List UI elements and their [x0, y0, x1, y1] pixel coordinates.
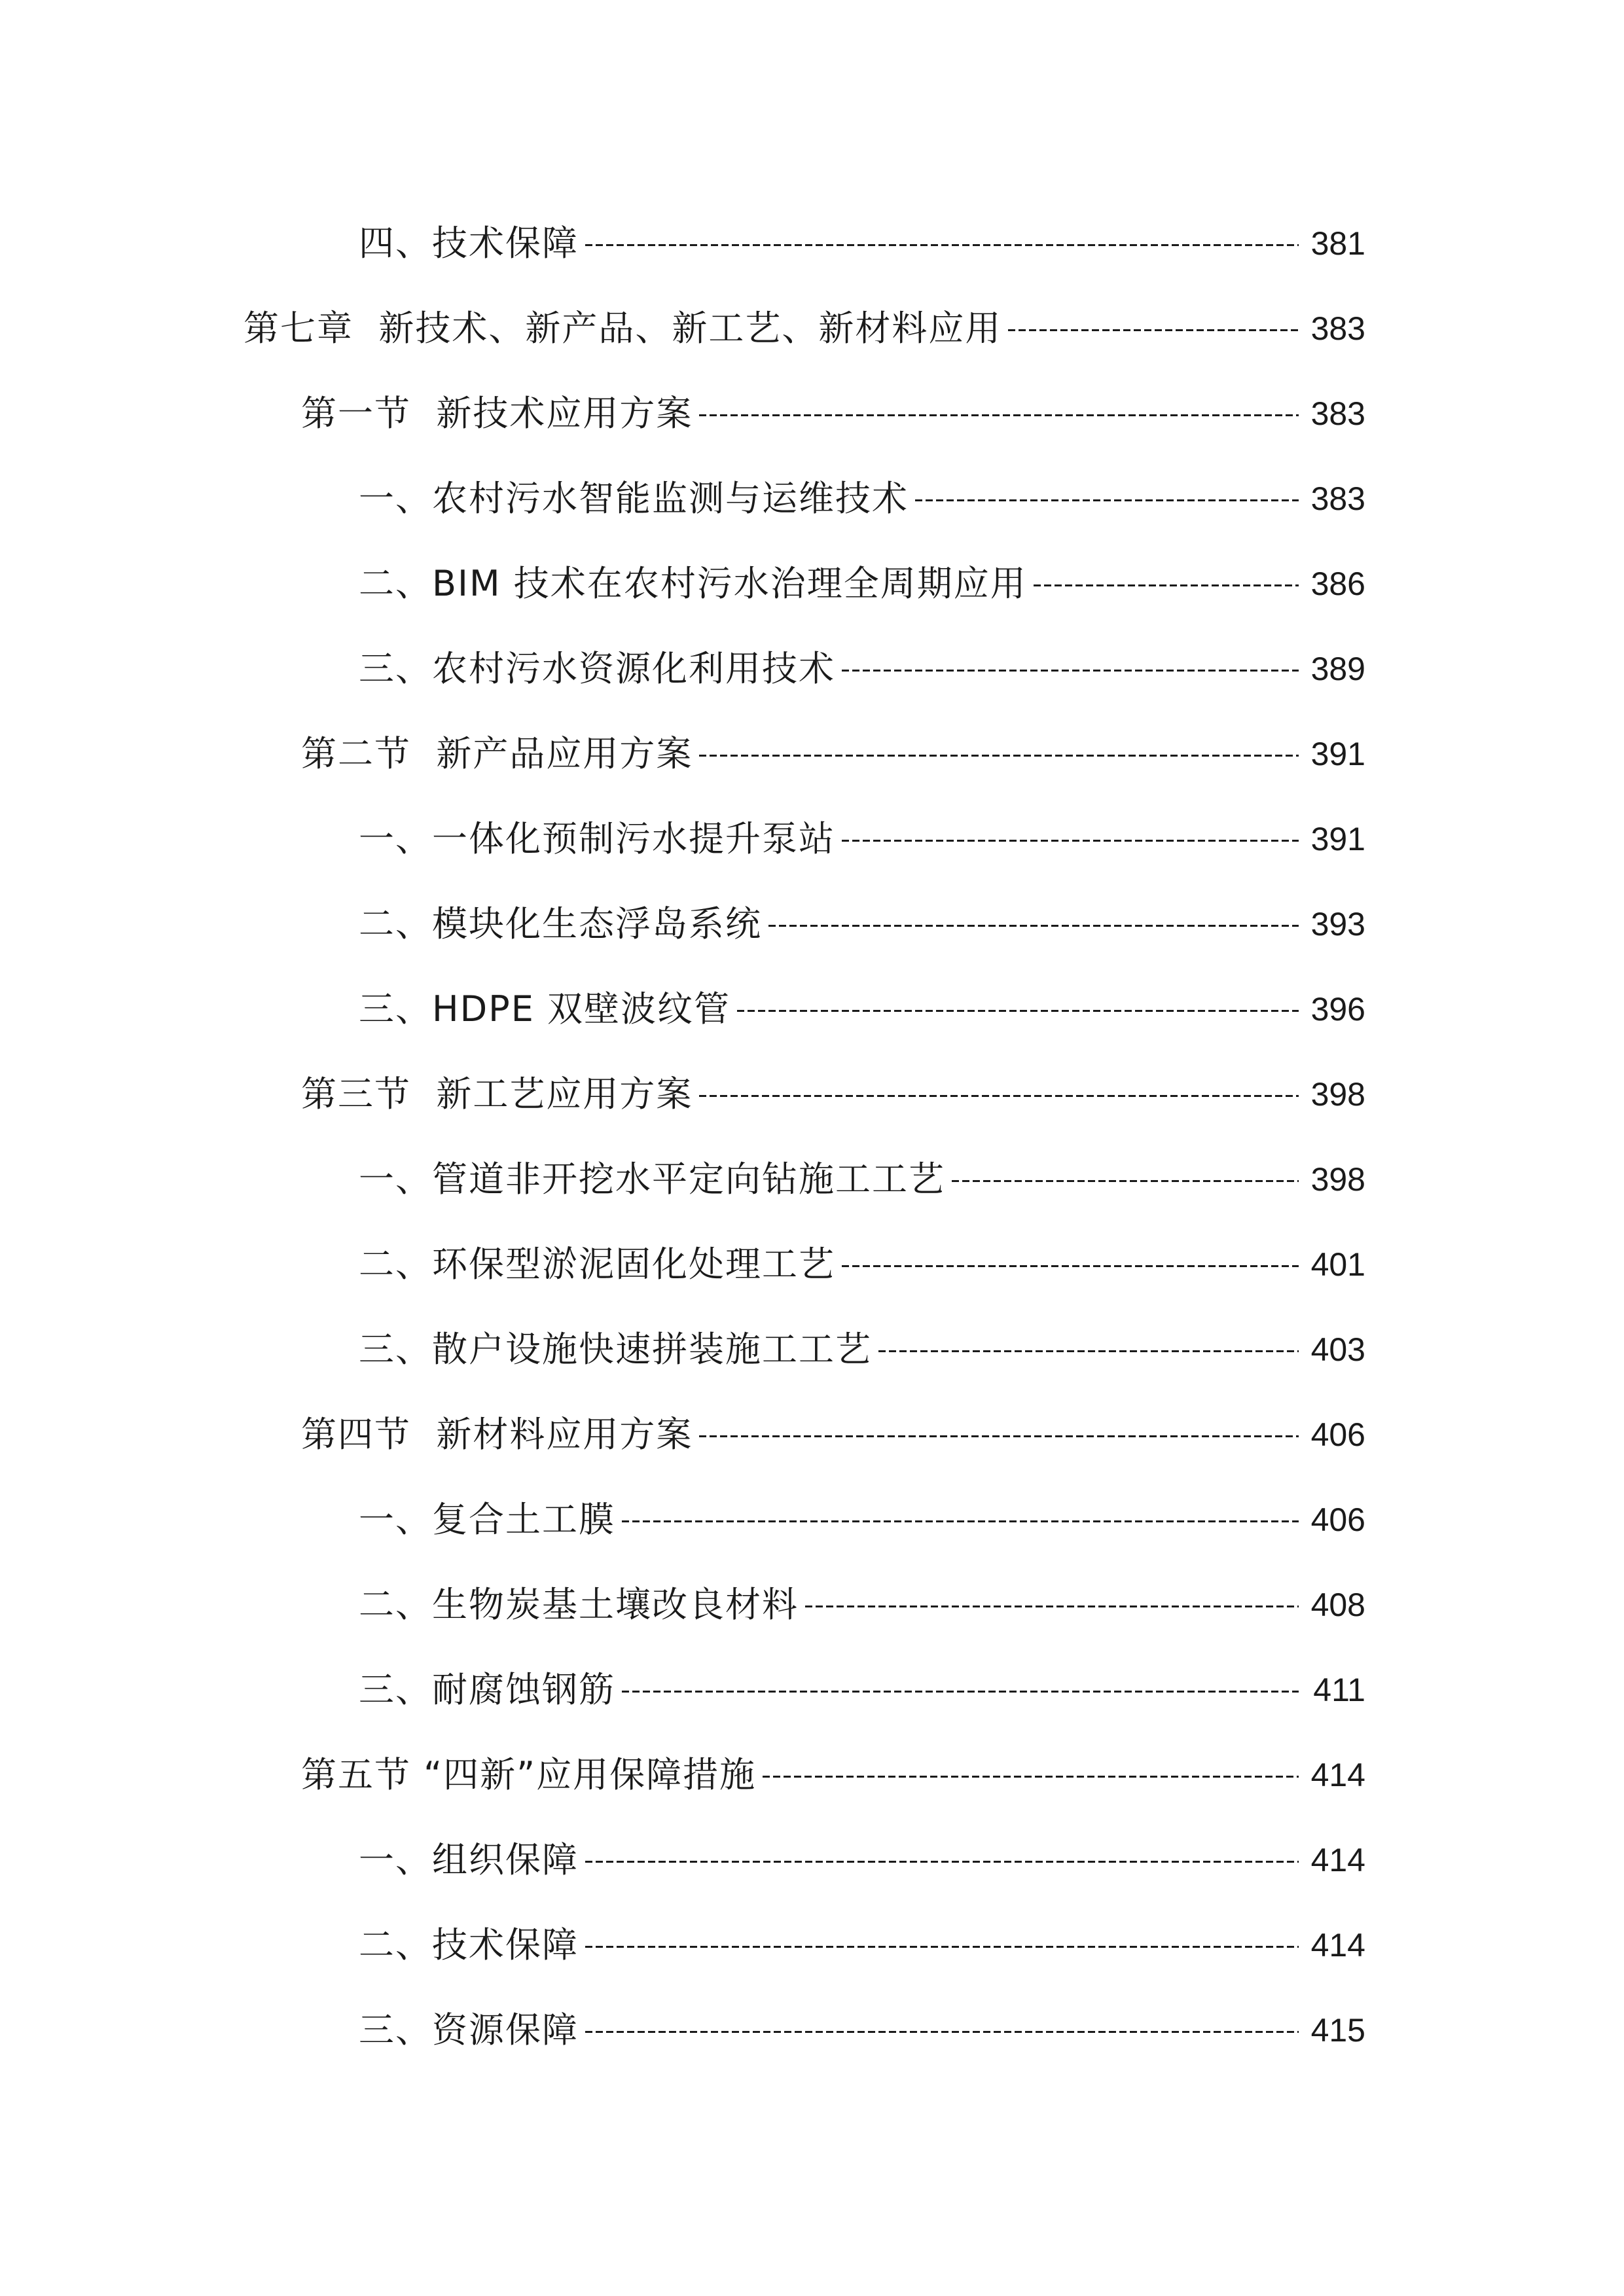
toc-entry-title: 一、农村污水智能监测与运维技术 [359, 478, 909, 519]
toc-entry-title: 三、HDPE 双壁波纹管 [359, 988, 731, 1030]
toc-entry-title: 第二节 新产品应用方案 [301, 733, 693, 774]
toc-entry-title: 二、技术保障 [359, 1924, 579, 1965]
toc-leader-dots [842, 670, 1299, 672]
toc-leader-dots [915, 499, 1299, 501]
toc-entry-page: 398 [1310, 1161, 1365, 1198]
toc-entry-page: 383 [1310, 310, 1365, 347]
toc-leader-dots [622, 1691, 1299, 1693]
toc-entry-page: 406 [1310, 1501, 1365, 1538]
toc-leader-dots [737, 1010, 1299, 1012]
toc-leader-dots [1008, 329, 1299, 331]
toc-entry-title: 第三节 新工艺应用方案 [301, 1073, 693, 1115]
toc-entry-title: 三、散户设施快速拼装施工工艺 [359, 1329, 872, 1370]
toc-entry-title: 三、资源保障 [359, 2009, 579, 2051]
toc-entry-title: 第五节 “四新”应用保障措施 [301, 1754, 757, 1795]
toc-entry-page: 386 [1310, 565, 1365, 602]
toc-entry[interactable] [0, 1647, 1624, 1732]
toc-entry[interactable] [0, 1988, 1624, 2073]
toc-entry[interactable] [0, 1137, 1624, 1222]
toc-leader-dots [585, 2031, 1299, 2033]
toc-entry-page: 381 [1310, 225, 1365, 262]
toc-entry-title: 三、耐腐蚀钢筋 [359, 1669, 615, 1710]
toc-entry[interactable] [0, 456, 1624, 541]
toc-entry[interactable] [0, 797, 1624, 882]
toc-entry-title: 一、一体化预制污水提升泵站 [359, 818, 835, 859]
toc-leader-dots [699, 1435, 1299, 1437]
toc-leader-dots [622, 1520, 1299, 1522]
toc-entry-page: 401 [1310, 1246, 1365, 1283]
toc-entry[interactable] [0, 1222, 1624, 1307]
toc-entry[interactable] [0, 1052, 1624, 1137]
toc-leader-dots [768, 925, 1299, 927]
toc-leader-dots [805, 1605, 1299, 1607]
toc-entry-page: 415 [1310, 2012, 1365, 2049]
toc-entry-page: 406 [1310, 1416, 1365, 1453]
toc-entry-page: 398 [1310, 1076, 1365, 1113]
toc-entry-page: 414 [1310, 1927, 1365, 1964]
toc-leader-dots [585, 1946, 1299, 1948]
toc-entry[interactable] [0, 1392, 1624, 1477]
toc-entry-title: 二、BIM 技术在农村污水治理全周期应用 [359, 563, 1027, 604]
toc-leader-dots [699, 755, 1299, 757]
toc-entry-title: 第七章 新技术、新产品、新工艺、新材料应用 [244, 308, 1002, 349]
toc-entry-page: 408 [1310, 1587, 1365, 1623]
toc-entry-title: 一、管道非开挖水平定向钻施工工艺 [359, 1158, 945, 1200]
toc-leader-dots [585, 1861, 1299, 1863]
table-of-contents [0, 201, 1624, 2073]
toc-entry-page: 391 [1310, 821, 1365, 857]
toc-entry[interactable] [0, 882, 1624, 967]
toc-entry[interactable] [0, 626, 1624, 711]
toc-entry-title: 一、组织保障 [359, 1839, 579, 1880]
toc-leader-dots [699, 1095, 1299, 1097]
toc-entry[interactable] [0, 201, 1624, 286]
toc-entry-title: 第四节 新材料应用方案 [301, 1414, 693, 1455]
toc-entry-title: 三、农村污水资源化利用技术 [359, 648, 835, 689]
toc-entry[interactable] [0, 1562, 1624, 1647]
toc-entry-page: 391 [1310, 736, 1365, 772]
toc-entry-title: 四、技术保障 [359, 223, 579, 264]
toc-entry-page: 396 [1310, 991, 1365, 1028]
toc-leader-dots [763, 1776, 1299, 1778]
toc-entry-title: 一、复合土工膜 [359, 1499, 615, 1540]
toc-entry-title: 第一节 新技术应用方案 [301, 393, 693, 434]
toc-entry[interactable] [0, 541, 1624, 626]
toc-leader-dots [878, 1350, 1299, 1352]
toc-entry[interactable] [0, 286, 1624, 371]
toc-leader-dots [699, 414, 1299, 416]
toc-leader-dots [842, 840, 1299, 842]
toc-entry-page: 403 [1310, 1331, 1365, 1368]
toc-entry-page: 414 [1310, 1757, 1365, 1793]
toc-entry[interactable] [0, 967, 1624, 1052]
toc-entry-page: 393 [1310, 906, 1365, 942]
toc-entry[interactable] [0, 371, 1624, 456]
toc-entry[interactable] [0, 1732, 1624, 1818]
toc-entry[interactable] [0, 1903, 1624, 1988]
toc-entry[interactable] [0, 1818, 1624, 1903]
toc-leader-dots [842, 1265, 1299, 1267]
toc-entry-page: 411 [1313, 1672, 1365, 1708]
toc-entry-page: 414 [1310, 1842, 1365, 1878]
toc-entry-title: 二、模块化生态浮岛系统 [359, 903, 762, 944]
toc-entry[interactable] [0, 1307, 1624, 1392]
toc-leader-dots [1034, 584, 1299, 586]
toc-entry[interactable] [0, 1477, 1624, 1562]
toc-entry-title: 二、生物炭基土壤改良材料 [359, 1584, 799, 1625]
toc-entry-page: 383 [1310, 480, 1365, 517]
toc-entry-title: 二、环保型淤泥固化处理工艺 [359, 1244, 835, 1285]
toc-entry-page: 389 [1310, 651, 1365, 687]
toc-leader-dots [952, 1180, 1299, 1182]
toc-entry[interactable] [0, 711, 1624, 797]
toc-leader-dots [585, 244, 1299, 246]
toc-entry-page: 383 [1310, 395, 1365, 432]
